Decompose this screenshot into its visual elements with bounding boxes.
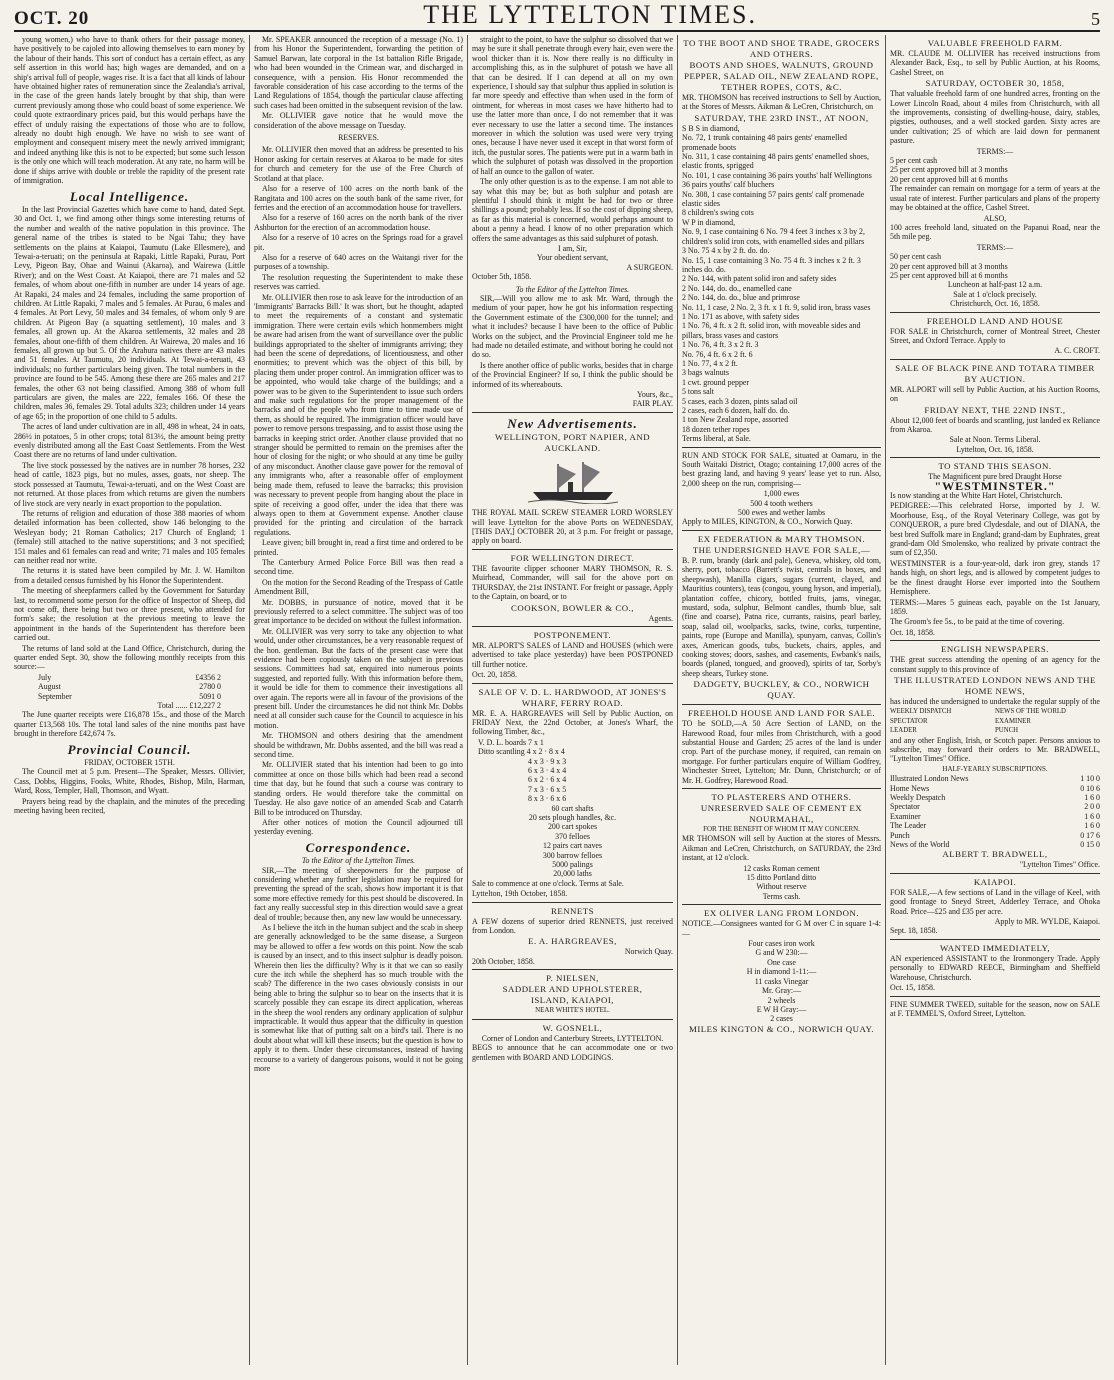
ad-title: FREEHOLD HOUSE AND LAND FOR SALE. [687,708,876,719]
list-item: 1 No. 77, 4 x 2 ft. [682,358,738,368]
ad-title: EX OLIVER LANG FROM LONDON. [704,908,859,919]
list-item: No. 308, 1 case containing 57 pairs gents' calf promenade elastic sides [682,189,865,209]
newspaper-title: THE LYTTELTON TIMES. [423,0,757,29]
ad-nielsen [472,973,673,1015]
section-heading-local-intelligence: Local Intelligence. [69,188,190,204]
subscription-row [890,793,1100,802]
ad-freehold-farm [890,38,1100,309]
ad-line: Sale at Noon. Terms Liberal. [949,435,1041,445]
ad-title: TO STAND THIS SEASON. [938,461,1052,472]
article-paragraph: Mr. SPEAKER announced the reception of a message (No. 1) from his Honor the Superintendent, forwarding the petition of Samuel Barwan, late corporal in the 1st battalion Rifle Brigade, who had been wounded in the Crimean war, and discharged in consequence, with a pension. His Honor recommended the favorable consideration of his case according to the terms of the Land Regulations of 1854, though the particular clause affecting such cases had been omitted in the subsequent revision of the law. [254,35,463,110]
list-item: 500 4 tooth wethers [750,498,813,508]
article-paragraph: The Canterbury Armed Police Force Bill was then read a second time. [254,557,463,577]
letter-date: October 5th, 1858. [472,272,532,282]
ad-body: RUN AND STOCK FOR SALE, situated at Oamaru, in the South Waitaki District, Otago; containing 17,000 acres of the best grazing land, and having 9 years' lease yet to run. Also, 2,000 sheep on the run, comprising— [682,450,881,488]
column-5 [886,35,1104,1365]
list-item: 300 barrow felloes [542,850,603,860]
list-item: Terms liberal, at Sale. [682,434,751,444]
ad-title: P. NIELSEN, [546,973,599,984]
ad-body: A FEW dozens of superior dried RENNETS, just received from London. [472,916,673,936]
article-paragraph: young women,) who have to thank others for their passage money, have positively to be cajoled into allowing themselves to earn money by the labour of their hands. This sort of conduct has a certain effect, as any self assertion in this world has; high wages are demanded, and on a ship's arrival full of people, wages rise. It is a fact that all kinds of labour have obtained higher rates of remuneration since the Zealandia's arrival, in the case of the green hands lately brought by that ship, than were current previously among those who could boast of some experience. We could quote extraordinary prices paid, but this would perhaps have the effect of unduly raising the expectations of those who are to follow, already no doubt high enough. We have no wish to see want of employment and consequent misery meet the newly arrived immigrant; and indeed anything like this is not to be expected; but some such lesson is the only one which will teach moderation. At any rate, no harm will be done if ships arrive with double or treble the rapidity of the present rate of immigration. [14,35,245,186]
ad-title: TO THE BOOT AND SHOE TRADE, GROCERS AND OTHERS. [683,38,880,59]
article-paragraph: Mr. OLLIVIER then rose to ask leave for the introduction of an 'Immigrants' Barracks Bill.' It was short, but he thought, adapted to meet the requirements of a constant and systematic immigration. There were certain evils which honmembers might be aware had arisen from the want of surveillance over the public buildings appropriated to the shelter of immigrants arriving; they had been the scene of depredations, of licentiousness, and other enormities; to prevent which was the object of this bill, by placing them under proper control. An immigration officer was to be appointed, who would take charge of the buildings; and a power was to be given to the Superintendent to issue such orders and make such regulations for the proper management of the barracks and of the people who from time to time made use of them, as should be required. The immigration officer would have power to remove persons trespassing, and to assist those using the barracks in keeping strict order. Another clause provided that no stranger should be permitted to remain on the premises after the hour of closing for the night; or who should at any time be guilty of any misconduct. Another clause gave power for the removal of any immigrants who, after a reasonable offer of employment being made them, refused to leave the barracks; this provision was necessary to prevent people from hanging about the place in spite of receiving a good offer, under the idea that there was always open to them at Government expense. Another clause provided for the printing and circulation of the barrack regulations. [254,292,463,537]
ad-body: FOR SALE,—A few sections of Land in the village of Keel, with good frontage to Sneyd Street, Adderley Terrace, and Ohoka Road. Price—£25 and £35 per acre. [890,887,1100,916]
ad-when: SATURDAY, OCTOBER 30, 1858, [925,78,1065,89]
ad-body: MR THOMSON will sell by Auction at the stores of Messrs. Aikman and LeCren, Christchurch, on SATURDAY, the 23rd instant, at 12 o'clock. [682,834,881,863]
subscription-price: 0 10 6 [1080,783,1100,793]
subscription-price: 0 17 6 [1080,830,1100,840]
subscription-name: News of the World [890,840,950,850]
ad-body: THE ROYAL MAIL SCREW STEAMER LORD WORSLEY will leave Lyttelton for the above Ports on WEDNESDAY, [THIS DAY,] OCTOBER 20, at 3 p.m. For freight or passage, apply on board. [472,508,673,546]
ad-summer-tweed [890,1000,1100,1019]
masthead [14,0,1100,32]
ad-terms-label: TERMS:— [976,146,1014,156]
ad-title: W. GOSNELL, [542,1022,603,1033]
ad-signature: DADGETY, BUCKLEY, & CO., NORWICH QUAY. [693,679,870,701]
letter-paragraph: As I believe the itch in the human subject and the scab in sheep are generally acknowledged to be the same disease, a Surgeon may be allowed to offer a few words on this point. Now the scab is caused by an insect, and to this insect sulphur is deadly poison. Wherein then lies the difficulty? Why is it that we can so easily cure the itch while the shepherd has so much trouble with the scab? The difference in the two cases obviously consists in our being able to bring the sulphur so to bear on the insects that it is scarcely possible they can escape its direct application, whereas in the sheep the wool renders any ordinary application of sulphur impracticable. It would thus appear that the difficulty in question is somewhat like that of putting salt on a bird's tail. There is no doubt about what will kill these insects; but the question is how to apply it to them. Under these circumstances, instead of having recourse to a variety of dangerous poisons, would it not be going more [254,922,463,1074]
list-item: No. 76, 4 ft. 6 x 2 ft. 6 [682,349,753,359]
list-item: 11 casks Vinegar [754,976,809,986]
ad-subtitle: HALF-YEARLY SUBSCRIPTIONS. [942,764,1048,773]
list-item: Without reserve [756,882,807,892]
column-3 [468,35,678,1365]
list-item: 25 per cent approved bill at 3 months [890,165,1008,175]
list-item: 7 x 3 · 6 x 5 [528,784,567,794]
list-item: 36 pairs youths' calf bluchers [682,180,775,190]
letter-paragraph: straight to the point, to have the sulphur so dissolved that we may be sure it shall penetrate through every hair, even were the wool thicker than it is. Now there really is no difficulty in accomplishing this, as in the sulphuret of potash we have all that can be desired. If I can depend at all on my own experience, I should say that sulphur thus applied in solution is far more speedy and effective than when used in the form of ointment, for whereas in most cases we have hitherto had to use the latter more than once, I do not remember that it was ever necessary to use the latter a second time. The instances moreover in which the solution was used were very trying ones, because I have never used it except in that worst form of itch, the pustular sores. The patients were put in a warm bath in which the sulphuret of potash was dissolved in the proportion of half an ounce to the gallon of water. [472,35,673,176]
ad-title: EX FEDERATION & MARY THOMSON. [697,533,866,544]
article-paragraph: The June quarter receipts were £16,878 15s., and those of the March quarter £13,568 10s. The total land sales of the nine months past have brought in therefore £42,674 7s. [14,710,245,739]
list-item: W P in diamond, [682,217,736,227]
ad-when: FRIDAY NEXT, THE 22ND INST., [924,404,1066,415]
page-number: 5 [1091,9,1100,29]
ad-rennets [472,906,673,967]
ad-signature: COOKSON, BOWLER & CO., [511,602,634,613]
article-paragraph: After other notices of motion the Council adjourned till yesterday evening. [254,817,463,837]
article-paragraph: The Council met at 5 p.m. Present—The Speaker, Messrs. Ollivier, Cass, Dobbs, Higgins, Fooks, White, Rhodes, Bishop, Miln, Harman, Ward, Ross, Templer, Hall, Thomson, and Wyatt. [14,767,245,796]
ad-timber-auction [890,363,1100,454]
subscription-name: Punch [890,830,910,840]
receipt-total: Total ...... £12,227 2 [157,701,221,711]
list-item: 2 No. 144, with patent solid iron and safety sides [682,274,837,284]
ad-signature-role: Agents. [648,613,673,623]
receipt-month: September [38,691,72,701]
list-item: 1 No. 76, 4 ft. x 2 ft. solid iron, with moveable sides and pillars, brass vases and castors [682,321,861,340]
article-paragraph: The returns it is stated have been compiled by Mr. J. W. Hamilton from a detailed census furnished by his Honor the Superintendent. [14,566,245,585]
ad-horse-name: "WESTMINSTER." [934,478,1056,493]
ad-title: ENGLISH NEWSPAPERS. [941,644,1049,655]
ad-body: AN experienced ASSISTANT to the Ironmongery Trade. Apply personally to EDWARD REECE, Birmingham and Sheffield Warehouse, Christchurch. [890,953,1100,982]
subscription-name: Spectator [890,802,920,812]
list-item: No. 72, 1 trunk containing 48 pairs gents' enamelled promenade boots [682,133,847,152]
ad-body: Is now standing at the White Hart Hotel, Christchurch. [890,491,1063,501]
receipt-value: 2780 0 [199,682,221,692]
list-item: 3 No. 75 4 x by 2 ft. do. do. [682,246,770,256]
ad-english-newspapers [890,644,1100,870]
list-item: Mr. Gray:— [761,986,801,996]
list-item: 3 bags walnuts [682,368,729,378]
ad-terms-label: TERMS:— [976,242,1014,252]
letter-signature: FAIR PLAY. [632,399,673,409]
article-paragraph: Mr. OLLIVIER then moved that an address be presented to his Honor asking for certain reserves at Akaroa to be made for sites for church and cemetery for the use of the Free Church of Scotland at that place. [254,145,463,183]
list-item: 200 cart spokes [547,822,598,832]
ad-body: MR. CLAUDE M. OLLIVIER has received instructions from Alexander Back, Esq., to sell by Public Auction, at his Rooms, Cashel Street, on [890,49,1100,77]
list-item: G and W 230:— [755,948,808,958]
ad-subtitle: The Magnificent pure bred Draught Horse [928,472,1062,482]
list-item: Ditto scantling 4 x 2 · 8 x 4 [478,747,565,757]
ad-title: RENNETS [550,905,595,916]
list-item: 12 casks Roman cement [743,863,820,873]
subscription-row [890,821,1100,830]
ad-line: NEAR WHITE'S HOTEL. [535,1006,610,1015]
ad-title: FOR WELLINGTON DIRECT. [510,552,635,563]
letter-closing: Yours, &c., [636,390,673,400]
article-paragraph: Prayers being read by the chaplain, and the minutes of the preceding meeting having been recited, [14,796,245,816]
letter-address: To the Editor of the Lyttelton Times. [301,856,416,866]
ad-title: KAIAPOI. [973,876,1017,887]
article-paragraph: Also for a reserve of 160 acres on the north bank of the river Ashburton for the erection of an accommodation house. [254,213,463,232]
subscription-price: 0 15 0 [1080,840,1100,850]
list-item: 15 ditto Portland ditto [746,873,817,883]
letter-address: To the Editor of the Lyttelton Times. [515,284,630,294]
ship-illustration-icon [528,458,618,504]
column-2 [250,35,468,1365]
subscription-name: Home News [890,783,930,793]
list-item: 370 felloes [555,831,590,841]
ad-date: Oct. 20, 1858. [472,670,517,680]
ad-body: has induced the undersigned to undertake the regular supply of the [890,696,1100,706]
list-item: PUNCH [995,727,1019,735]
article-paragraph: Mr. OLLIVIER stated that his intention had been to go into committee at once on those bills which had been read a second time that day, but he found that such a course was contrary to standing orders. He would therefore take the committal on Tuesday. He also gave notice of an amended Scab and Catarrh Bill to be introduced on Thursday. [254,760,463,817]
list-item: 60 cart shafts [551,803,594,813]
subscription-table [890,774,1100,849]
ad-freehold-land-house [890,316,1100,356]
ad-body: MR. THOMSON has received instructions to Sell by Auction, at the Stores of Messrs. Aikman & LeCren, Christchurch, on [682,93,881,112]
subscription-row [890,784,1100,793]
subscription-name: Weekly Despatch [890,793,946,802]
list-item: 6 x 3 · 4 x 4 [528,765,567,775]
ad-steamer [472,432,673,546]
ad-subtitle: THE UNDERSIGNED HAVE FOR SALE,— [692,544,871,555]
list-item: 4 x 3 · 9 x 3 [528,756,567,766]
article-paragraph: The meeting of sheepfarmers called by the Government for Saturday last, to recommend some person for the office of Inspector of Sheep, did not come off, there being but two or three present, who attended for form's sake; the resolution at the previous meeting to leave the appointment in the hands of the Superintendent has therefore been carried out. [14,586,245,643]
article-paragraph: Mr. OLLIVIER was very sorry to take any objection to what would, under other circumstances, be a very reasonable request of the hon. gentleman. But the facts of the present case were that evidence had been copiously taken on the subject in previous sessions. Committees had sat, enquired into numerous points suggested, and reported fully. With this information before them, it would be idle for them to commence their investigations all over again. The reports were all in favour of the provisions of the present bill. Under the circumstances he did not think Mr. Dobbs need at all consider such cause for the Council to acquiesce in his motion. [254,626,463,730]
receipt-value: £4356 2 [195,672,221,682]
list-item: Luncheon at half-past 12 a.m. [947,280,1043,290]
ad-body: TO be SOLD,—A 50 Acre Section of LAND, on the Harewood Road, four miles from Christchurch, with a good substantial House and Garden; 25 acres of the land is under crop. Part of the purchase money, if required, can remain on mortgage. For further particulars enquire of William Godfrey, Winchester Street, Lyttelton; Mr. Dunn, Christchurch; or of Mr. H. Godfrey, Harewood Road. [682,719,881,785]
list-item: 1,000 ewes [763,489,800,499]
letter-paragraph: SIR,—Will you allow me to ask Mr. Ward, through the medium of your paper, how he got his information respecting the Government estimate of the £300,000 for the tunnel; and what it includes? because I have been to the office of Public Works on the subject, and the Provincial Engineer told me he had made no detailed estimate, and without boring he could not do so. [472,293,673,360]
list-item: 20 per cent approved bill at 6 months [890,174,1008,184]
list-item: 1 No. 76, 4 ft. 3 x 2 ft. 3 [682,340,759,350]
section-heading-new-advertisements: New Advertisements. [507,415,638,431]
ad-body: B. P. rum, brandy (dark and pale), Geneva, whiskey, old tom, sherry, port, tobacco (Barrett's twist, centrals in boxes, and sheepwash), Manilla cigars, sugars (current, clayed, and Mauritius counters), teas (congou, young hyson, and imperial), plantation coffee, chicory, bottled fruits, jams, vinegar, mustard, soda, sulphur, Belmont candles, thumb blue, salt (fine and coarse), Patna rice, currants, raisins, pearl barley, soap, salad oil, woolpacks, sacks, twine, corks, turpentine, paints, rope (Europe and Manilla), spunyarn, canvas, Collin's axes, American goods, tubs, buckets, chairs, apples, and cooking stoves; doors, sashes, and casements, Ewbank's nails, boards (planed, tongued, and grooved), spirits of tar, Sorby's sheep shears, Turkey stone. [682,555,881,678]
ad-body: MR. ALPORT'S SALES of LAND and HOUSES (which were advertised to take place yesterday) have been POSTPONED till further notice. [472,640,673,669]
ad-line: ISLAND, KAIAPOI, [530,995,614,1006]
list-item: Four cases iron work [748,939,815,949]
ad-title: POSTPONEMENT. [533,629,612,640]
receipt-value: 5091 0 [199,691,221,701]
ad-wellington-direct [472,553,673,623]
list-item: One case [767,957,796,967]
ad-body: Sale to commence at one o'clock. Terms at Sale. [472,878,624,888]
subscription-row [890,774,1100,783]
subscription-name: The Leader [890,821,927,831]
subscription-price: 1 6 0 [1084,811,1100,821]
subheading-reserves: RESERVES. [338,133,379,143]
subscription-row [890,802,1100,811]
ad-postponement [472,630,673,680]
ad-body: MR. E. A. HARGREAVES will Sell by Public Auction, on FRIDAY Next, the 22nd October, at Jones's Wharf, the following Timber, &c., [472,708,673,737]
ad-date: Oct. 18, 1858. [890,627,935,637]
article-paragraph: The live stock possessed by the natives are in number 78 horses, 232 head of cattle, 1823 pigs, but no mules, asses, goats, nor sheep. The stock possessed at Taumutu, Tewai-a-teruati, and on the West Coast are not returned. At those places from which returns are given the numbers of live stock are very nearly in exact proportion to the population. [14,460,245,508]
list-item: 1 cwt. ground pepper [682,377,750,387]
list-item: 500 ewes and wether lambs [737,508,826,518]
ad-signature-place: Norwich Quay. [624,947,673,957]
ad-title: SALE OF V. D. L. HARDWOOD, AT JONES'S WHARF, FERRY ROAD. [478,686,667,708]
ad-kaiapoi [890,877,1100,936]
ad-plasterers [682,792,881,901]
list-item: 5 cases, each 3 dozen, pints salad oil [682,396,798,406]
ad-body: The remainder can remain on mortgage for a term of years at the usual rate of interest. Further particulars and plans of the property may be obtained at the office, Cashel Street. [890,184,1100,213]
subscription-name: Illustrated London News [890,774,969,784]
ad-date: Lyttelton, Oct. 16, 1858. [956,444,1034,454]
list-item: Christchurch, Oct. 16, 1858. [950,299,1040,309]
subscription-price: 1 10 0 [1080,774,1100,784]
subscription-price: 1 6 0 [1084,821,1100,831]
list-item: No. 311, 1 case containing 48 pairs gents' enamelled shoes, elastic fronts, sprigged [682,152,869,171]
receipts-table [14,673,245,711]
ad-body: That valuable freehold farm of one hundred acres, fronting on the Lower Lincoln Road, about 4 miles from Christchurch, with all the improvements, consisting of dwelling-house, dairy, stables, pigsties, outhouses, and a well stocked garden. Sixty acres are under cultivation; 25 of which are laid down for permanent pasture. [890,89,1100,146]
ad-date: Oct. 15, 1858. [890,983,935,993]
ad-signature: MILES KINGTON & CO., NORWICH QUAY. [689,1023,874,1034]
ad-freehold-house [682,708,881,785]
list-item: 2 No. 144, do. do., enamelled cane [682,283,792,293]
ad-gosnell [472,1023,673,1062]
ad-westminster-horse [890,461,1100,637]
subscription-row [890,831,1100,840]
list-item: No. 9, 1 case containing 6 No. 79 4 feet 3 inches x 3 by 2, children's solid iron cots, with enamelled sides and pillars [682,227,865,246]
ad-signature: A. C. CROFT. [1054,346,1100,356]
ad-subtitle: BOOTS AND SHOES, WALNUTS, GROUND PEPPER, SALAD OIL, NEW ZEALAND ROPE, TETHER ROPES, COTS, &C. [684,60,879,92]
ad-subtitle: FOR THE BENEFIT OF WHOM IT MAY CONCERN. [703,825,860,833]
ad-wanted-assistant [890,943,1100,993]
list-item: 20 sets plough handles, &c. [528,813,617,822]
article-paragraph: Also for a reserve of 100 acres on the north bank of the Rangitata and 100 acres on the south bank of the same river, for ferries and the erection of an accommodation house for travellers. [254,184,463,212]
ad-line: SADDLER AND UPHOLSTERER, [502,984,643,995]
ad-title: VALUABLE FREEHOLD FARM. [927,38,1063,48]
ad-title: FREEHOLD LAND AND HOUSE [926,315,1064,326]
list-item: 6 x 2 · 6 x 4 [528,775,567,785]
article-paragraph: Leave given; bill brought in, read a first time and ordered to be printed. [254,538,463,557]
ad-hardwood-sale [472,687,673,899]
letter-paragraph: Is there another office of public works, besides that in charge of the Provincial Engineer? If so, I think the public should be informed of its whereabouts. [472,360,673,389]
ad-body: NOTICE.—Consignees wanted for G M over C in square 1-4:— [682,919,881,938]
ad-body: BEGS to announce that he can accommodate one or two gentlemen with BOARD AND LODGINGS. [472,1043,673,1062]
ad-title: WELLINGTON, PORT NAPIER, AND AUCKLAND. [494,432,651,454]
subscription-row [890,812,1100,821]
ad-signature: E. A. HARGREAVES, [528,936,617,947]
ad-body: WESTMINSTER is a four-year-old, dark iron grey, stands 17 hands high, on short legs, and is allowed by competent judges to be the finest draught Horse ever imported into the Southern Hemisphere. [890,558,1100,597]
ad-signature: ALBERT T. BRADWELL, [942,849,1048,860]
ad-also-label: ALSO, [983,213,1007,223]
list-item: WEEKLY DISPATCH [890,708,952,716]
list-item: 2 cases [770,1014,793,1024]
ad-date: Lyttelton, 19th October, 1858. [472,889,568,899]
ad-body: THE favourite clipper schooner MARY THOMSON, R. S. Muirhead, Commander, will sail for the above port on THURSDAY, the 21st INSTANT. For freight or passage, Apply to the Captain, on board, or to [472,563,673,602]
receipt-row [38,682,221,691]
ad-when: SATURDAY, THE 23RD INST., AT NOON, [694,112,869,123]
list-item: No. 15, 1 case containing 3 No. 75 4 ft. 3 inches x 2 ft. 3 inches do. do. [682,255,861,274]
ad-body: PEDIGREE:—This celebrated Horse, imported by J. W. Moorhouse, Esq., of the Royal Veterinary College, was got by CONQUEROR, a pure bred Clydesdale, and out of DIANA, the best bred Suffolk mare in England; grand-dam by Euphrates, great grand-dam Old Smolensko, who realized by private contract the sum of £2,350. [890,501,1100,558]
article-paragraph: Mr. OLLIVIER gave notice that he would move the consideration of the above message on Tuesday. [254,111,463,130]
article-paragraph: Also for a reserve of 640 acres on the Waitangi river for the purposes of a township. [254,252,463,272]
subscription-price: 1 6 0 [1084,793,1100,802]
article-paragraph: The returns of religion and education of those 388 maories of whom detailed information has been collected, show 146 belonging to the Wesleyan body; 21 Roman Catholics; 217 Church of England; 1 (female) still attached to the native superstitions; and 3 not specified; 151 males and 61 females can read and write; 71 males and 105 females can neither read nor write. [14,508,245,565]
list-item: 2 No. 144, do. do., blue and primrose [682,293,800,303]
article-paragraph: The returns of land sold at the Land Office, Christchurch, during the quarter ended Sept. 30, show the following monthly receipts from this source:— [14,643,245,672]
letter-paragraph: SIR,—The meeting of sheepowners for the purpose of considering whether any further legislation may be required for preventing the spread of the scab, shows how important it is that some more effective remedy for this pest should be discovered. In fact any really successful step in this direction would save a great deal of trouble; because then, any new law would be unnecessary. [254,865,463,922]
list-item: Terms cash. [762,891,801,901]
ad-signature: Apply to MR. WYLDE, Kaiapoi. [994,917,1100,927]
receipt-row [38,673,221,682]
ad-item-list [682,124,881,444]
ad-line: Corner of London and Canterbury Streets, LYTTELTON. [481,1033,664,1043]
list-item: 20 per cent approved bill at 3 months [890,261,1008,271]
list-item: 1 ton New Zealand rope, assorted [682,415,789,425]
ad-title: SALE OF BLACK PINE AND TOTARA TIMBER BY AUCTION. [895,362,1095,384]
list-item: 5 tons salt [682,387,715,397]
section-heading-provincial-council: Provincial Council. [67,741,192,757]
ad-body: and any other English, Irish, or Scotch paper. Persons anxious to subscribe, may forward their orders to Mr. BRADWELL, "Lyttelton Times" Office. [890,735,1100,764]
ad-oliver-lang [682,908,881,1034]
list-item: SPECTATOR [890,717,928,725]
article-paragraph: On the motion for the Second Reading of the Trespass of Cattle Amendment Bill, [254,577,463,597]
ad-ex-federation [682,534,881,701]
article-paragraph: Mr. THOMSON and others desiring that the amendment should be withdrawn, Mr. Dobbs assented, and the bill was read a second time. [254,731,463,760]
section-heading-correspondence: Correspondence. [305,839,412,855]
list-item: 50 per cent cash [890,252,942,262]
list-item: 1 No. 171 as above, with safety sides [682,311,800,321]
letter-closing: Your obedient servant, [536,253,609,263]
ad-boot-shoe-trade [682,38,881,444]
list-item: NEWS OF THE WORLD [995,708,1066,716]
list-item: No. 11, 1 case, 2 No. 2, 3 ft. x 1 ft. 9, solid iron, brass vases [682,302,871,312]
ad-body: 100 acres freehold land, situated on the Papanui Road, near the 5th mile peg. [890,222,1100,242]
ad-subtitle: UNRESERVED SALE OF CEMENT EX NOURMAHAL, [700,803,863,824]
ad-body: The Groom's fee 5s., to be paid at the time of covering. [890,617,1065,627]
letter-closing: I am, Sir, [557,243,588,253]
article-paragraph: Mr. DOBBS, in pursuance of notice, moved that it be previously referred to a select committee. The subject was of too great importance to be decided on without the fullest information. [254,597,463,626]
ad-body: FOR SALE in Christchurch, corner of Montreal Street, Chester Street, and Oxford Terrace. Apply to [890,326,1100,345]
list-item: EXAMINER [995,717,1031,725]
article-paragraph: The resolution requesting the Superintendent to make these reserves was carried. [254,272,463,292]
ad-body: TERMS:—Mares 5 guineas each, payable on the 1st January, 1859. [890,597,1100,616]
receipt-month: August [38,682,61,692]
list-item: 12 pairs cart naves [543,841,602,851]
ad-body: About 12,000 feet of boards and scantling, just landed ex Reliance from Akaroa. [890,415,1100,434]
article-paragraph: In the last Provincial Gazettes which have come to hand, dated Sept. 30 and Oct. 1, we find among other things some interesting returns of the number and wealth of the native population in this province. The general name of the tribes is stated to be Ngai Tahu; they have settlements on the plains at Kaiapoi, Taumutu (Lake Ellesmere), and Tewai-a-teruati; on the peninsula at Rapaki, Little Rapaki, Purau, Port Levy, Pigeon Bay, Ohae and Wainui (Akaroa), and Wairewa (Little River); and on the West Coast. At Kaiapoi, there are 71 males and 52 females, of whom about one-fifth in number are under 14 years of age. At Rapaki, 24 males and 24 females, including the same proportion of children. At Little Rapaki, 7 males and 5 females. At Purau, 6 males and 4 females. At Port Levy, 50 males and 34 females, of whom only 9 are children. At Pigeon Bay (a squatting settlement), 10 males and 3 females, all grown up. At the Akaroa settlements, 32 males and 28 females, about one-fifth of them children. At Wairewa, 20 males and 16 females, all grown up but 5. Of the Arahura natives there are 43 males and 51 females. At Taumutu, 20 individuals. At Tewai-a-teruati, 43 individuals; no further particulars being given. The total numbers in the province are found to be 545. Among these there are 265 males and 217 females, the other 63 not being classified. Among 388 of whom full particulars are given, the males are 222, females 166. Of these the children, males 36, females 29. Total adults 323; children under 14 years of age 65; in the proportion of one child to 5 adults. [14,204,245,421]
list-item: E W H Gray:— [756,1004,807,1014]
ad-title: WANTED IMMEDIATELY, [939,942,1051,953]
letter-signature: A SURGEON. [626,262,673,272]
ad-body: THE great success attending the opening of an agency for the constant supply to this province of [890,655,1100,674]
list-item: 2 cases, each 6 dozen, half do. do. [682,406,790,415]
list-item: Sale at 1 o'clock precisely. [953,289,1037,299]
list-item: H in diamond 1-11:— [746,967,817,977]
ad-date: 20th October, 1858. [472,956,535,966]
list-item: LEADER [890,727,917,735]
article-paragraph: The acres of land under cultivation are in all, 498 in wheat, 24 in oats, 286½ in potatoes, 5 in other crops; total 813½, the amount being pretty evenly distributed among all the East Coast Settlements. From the West Coast there are no returns of land under cultivation. [14,422,245,460]
list-item: 25 per cent approved bill at 6 months [890,270,1008,280]
letter-paragraph: The only other question is as to the expense. I am not able to say what this may be; but as both sulphur and potash are plentiful I should think it might be had for two or three shillings a pound; probably less. If so the cost of dipping sheep, as far as this material is concerned, would perhaps amount to about a penny a head. I know of no other preparation which offers the same advantages as this said sulphuret of potash. [472,177,673,243]
list-item: 8 x 3 · 6 x 6 [528,794,567,804]
list-item: 20,000 laths [553,869,592,879]
ad-body: FINE SUMMER TWEED, suitable for the season, now on SALE at F. TEMMEL'S, Oxford Street, Lyttelton. [890,999,1100,1018]
ad-signature-place: "Lyttelton Times" Office. [1019,860,1100,870]
receipt-row [38,692,221,701]
column-1 [10,35,250,1365]
list-item: No. 101, 1 case containing 36 pairs youths' half Wellingtons [682,170,872,180]
list-item: 8 children's swing cots [682,208,754,218]
issue-date: OCT. 20 [14,8,90,29]
ad-body: MR. ALPORT will sell by Public Auction, at his Auction Rooms, on [890,384,1100,404]
council-date: FRIDAY, OCTOBER 15TH. [84,758,175,768]
newspaper-list [890,707,1100,735]
ad-date: Sept. 18, 1858. [890,926,938,936]
list-item: 2 wheels [767,995,796,1005]
column-4 [678,35,886,1365]
ad-title: TO PLASTERERS AND OTHERS. [711,792,852,802]
subscription-name: Examiner [890,811,921,821]
subscription-row [890,840,1100,849]
list-item: 5000 palings [552,860,593,870]
list-item: 18 dozen tether ropes [682,424,750,434]
ad-run-and-stock [682,451,881,527]
ad-subtitle: THE ILLUSTRATED LONDON NEWS AND THE HOME NEWS, [894,674,1096,696]
receipt-month: July [38,672,52,682]
list-item: 5 per cent cash [890,156,938,166]
list-item: V. D. L. boards 7 x 1 [478,737,544,747]
subscription-price: 2 0 0 [1084,802,1100,812]
ad-signature: Apply to MILES, KINGTON, & CO., Norwich Quay. [682,517,853,527]
list-item: S B S in diamond, [682,123,740,133]
article-paragraph: Also for a reserve of 10 acres on the Springs road for a gravel pit. [254,233,463,252]
